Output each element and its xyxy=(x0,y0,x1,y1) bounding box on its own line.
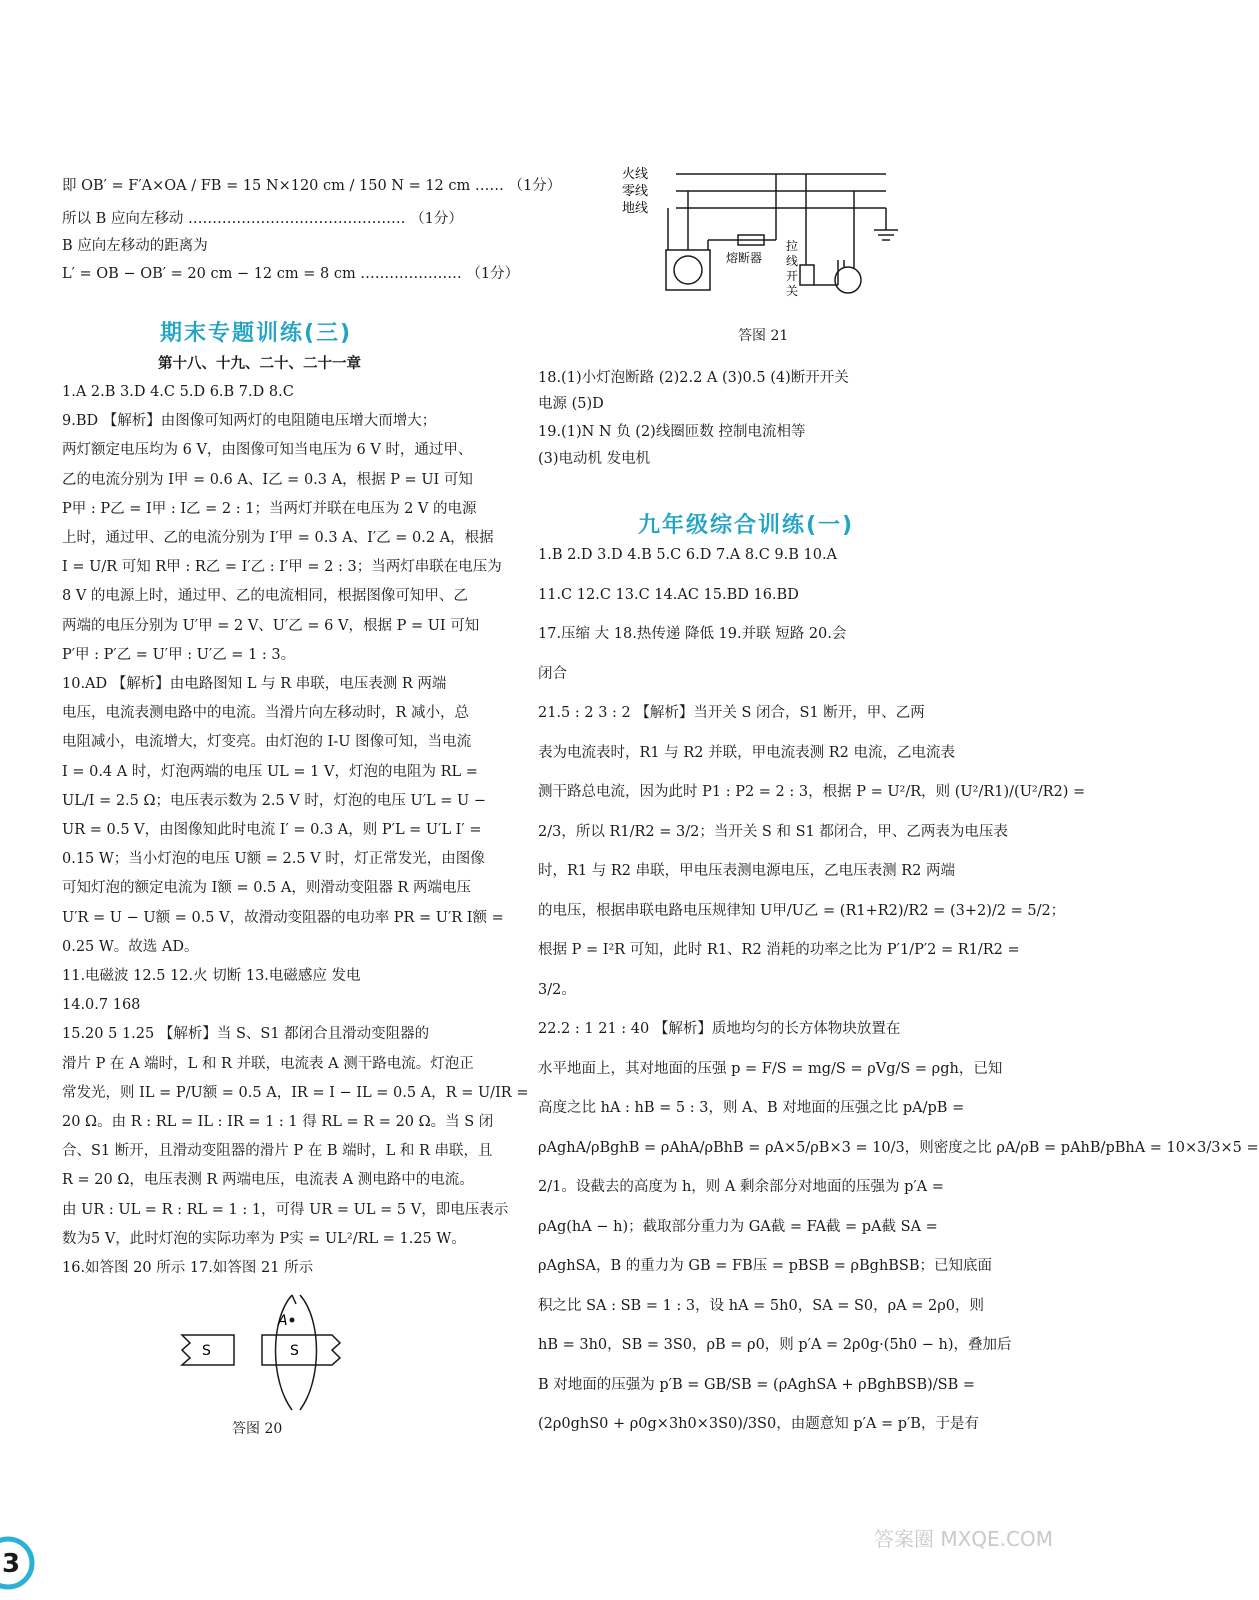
answer-line: 常发光，则 IL = P/U额 = 0.5 A，IR = I − IL = 0.5 A，R = U/IR = xyxy=(62,1084,529,1101)
answer-line: 10.AD 【解析】由电路图知 L 与 R 串联，电压表测 R 两端 xyxy=(62,676,447,692)
answer-line: 高度之比 hA : hB = 5 : 3，则 A、B 对地面的压强之比 pA/pB = xyxy=(538,1100,965,1116)
field-line xyxy=(300,1295,317,1410)
answer-line: 11.C 12.C 13.C 14.AC 15.BD 16.BD xyxy=(538,586,799,603)
answer-line: 21.5 : 2 3 : 2 【解析】当开关 S 闭合，S1 断开，甲、乙两 xyxy=(538,705,925,721)
answer-line: 22.2 : 1 21 : 40 【解析】质地均匀的长方体物块放置在 xyxy=(538,1021,901,1037)
section-title-2: 九年级综合训练(一) xyxy=(638,513,855,538)
answer-line: 11.电磁波 12.5 12.火 切断 13.电磁感应 发电 xyxy=(62,968,361,984)
right-magnet-outline xyxy=(262,1335,340,1365)
answer-line: 9.BD 【解析】由图像可知两灯的电阻随电压增大而增大； xyxy=(62,413,437,430)
answer-line: 合、S1 断开，且滑动变阻器的滑片 P 在 B 端时，L 和 R 串联，且 xyxy=(62,1143,493,1160)
answer-line: 电阻减小，电流增大，灯变亮。由灯泡的 I-U 图像可知，当电流 xyxy=(62,734,472,751)
answer-line: 由 UR : UL = R : RL = 1 : 1，可得 UR = UL = 5 V，即电压表示 xyxy=(62,1201,509,1218)
section-title: 期末专题训练(三) xyxy=(160,321,353,346)
answer-line: 积之比 SA : SB = 1 : 3，设 hA = 5h0，SA = S0，ρA = 2ρ0，则 xyxy=(538,1297,984,1314)
answer-line: 0.25 W。故选 AD。 xyxy=(62,938,199,955)
answer-line: 表为电流表时，R1 与 R2 并联，甲电流表测 R2 电流，乙电流表 xyxy=(538,744,955,761)
answer-line: 1.A 2.B 3.D 4.C 5.D 6.B 7.D 8.C xyxy=(62,384,294,400)
answer-line: 水平地面上，其对地面的压强 p = F/S = mg/S = ρVg/S = ρgh，已知 xyxy=(538,1060,1003,1077)
answer-line: 数为5 V，此时灯泡的实际功率为 P实 = UL²/RL = 1.25 W。 xyxy=(62,1230,466,1247)
answer-line: 2/1。设截去的高度为 h，则 A 剩余部分对地面的压强为 p′A = xyxy=(538,1179,944,1195)
answer-line: R = 20 Ω，电压表测 R 两端电压，电流表 A 测电路中的电流。 xyxy=(62,1172,474,1189)
page-number: 3 xyxy=(2,1549,21,1579)
label-ground: 地线 xyxy=(622,201,649,216)
answer-line: 14.0.7 168 xyxy=(62,997,141,1014)
answer-line: ρAghA/ρBghB = ρAhA/ρBhB = ρA×5/ρB×3 = 10/3，则密度之比 ρA/ρB = pAhB/pBhA = 10×3/3×5 = xyxy=(538,1139,1259,1156)
answer-line: 两端的电压分别为 U′甲 = 2 V、U′乙 = 6 V，根据 P = UI 可知 xyxy=(62,617,480,634)
answer-line: 20 Ω。由 R : RL = IL : IR = 1 : 1 得 RL = R = 20 Ω。当 S 闭 xyxy=(62,1114,494,1130)
label-a: A xyxy=(278,1313,288,1329)
answer-line: 3/2。 xyxy=(538,981,576,998)
answer-line: UL/I = 2.5 Ω；电压表示数为 2.5 V 时，灯泡的电压 U′L = U − xyxy=(62,792,486,809)
figure-21 xyxy=(616,160,926,320)
pull-switch xyxy=(800,265,814,285)
label-neutral: 零线 xyxy=(622,184,649,199)
answer-line: I = U/R 可知 R甲 : R乙 = I′乙 : I′甲 = 2 : 3；当两灯串联在电压为 xyxy=(62,559,502,576)
answer-line: 两灯额定电压均为 6 V，由图像可知当电压为 6 V 时，通过甲、 xyxy=(62,442,473,459)
answer-line: P甲 : P乙 = I甲 : I乙 = 2 : 1；当两灯并联在电压为 2 V 的电源 xyxy=(62,500,477,517)
lamp xyxy=(835,267,861,293)
answer-line: 18.(1)小灯泡断路 (2)2.2 A (3)0.5 (4)断开开关 xyxy=(538,370,849,386)
answer-line: hB = 3h0，SB = 3S0，ρB = ρ0，则 p′A = 2ρ0g·(5h0 − h)，叠加后 xyxy=(538,1337,1012,1353)
answer-line: B 对地面的压强为 p′B = GB/SB = (ρAghSA + ρBghBSB)/SB = xyxy=(538,1376,976,1393)
answer-line: 滑片 P 在 A 端时，L 和 R 并联，电流表 A 测干路电流。灯泡正 xyxy=(62,1055,474,1072)
answer-line: (3)电动机 发电机 xyxy=(538,451,651,467)
answer-line: 0.15 W；当小灯泡的电压 U额 = 2.5 V 时，灯正常发光，由图像 xyxy=(62,851,485,868)
answer-line: UR = 0.5 V，由图像知此时电流 I′ = 0.3 A，则 P′L = U′L I′ = xyxy=(62,822,482,838)
answer-line: 16.如答图 20 所示 17.如答图 21 所示 xyxy=(62,1260,314,1276)
point-a xyxy=(290,1318,295,1323)
answer-line: U′R = U − U额 = 0.5 V，故滑动变阻器的电功率 PR = U′R I额 = xyxy=(62,909,504,926)
label-live: 火线 xyxy=(622,167,649,182)
answer-line: ρAghSA，B 的重力为 GB = FB压 = pBSB = ρBghBSB；已知底面 xyxy=(538,1258,993,1274)
figure-20 xyxy=(172,1290,402,1440)
answer-line: 时，R1 与 R2 串联，甲电压表测电源电压，乙电压表测 R2 两端 xyxy=(538,863,955,879)
answer-line: 闭合 xyxy=(538,665,567,682)
label-fuse: 熔断器 xyxy=(726,251,763,265)
answer-line: 17.压缩 大 18.热传递 降低 19.并联 短路 20.会 xyxy=(538,626,847,642)
answer-line: 根据 P = I²R 可知，此时 R1、R2 消耗的功率之比为 P′1/P′2 = R1/R2 = xyxy=(538,942,1020,958)
answer-line: 电源 (5)D xyxy=(538,396,604,412)
label-s-right: S xyxy=(290,1343,299,1359)
answer-line: 可知灯泡的额定电流为 I额 = 0.5 A，则滑动变阻器 R 两端电压 xyxy=(62,880,471,897)
answer-line: ρAg(hA − h)；截取部分重力为 GA截 = FA截 = pA截 SA = xyxy=(538,1218,938,1235)
answer-line: 的电压，根据串联电路电压规律知 U甲/U乙 = (R1+R2)/R2 = (3+2)/2 = 5/2； xyxy=(538,902,1066,919)
answer-line: I = 0.4 A 时，灯泡两端的电压 UL = 1 V，灯泡的电阻为 RL = xyxy=(62,763,478,780)
answer-line: 8 V 的电源上时，通过甲、乙的电流相同，根据图像可知甲、乙 xyxy=(62,588,468,605)
solution-line: B 应向左移动的距离为 xyxy=(62,238,208,254)
answer-line: 15.20 5 1.25 【解析】当 S、S1 都闭合且滑动变阻器的 xyxy=(62,1026,430,1043)
label-switch: 拉线开关 xyxy=(786,239,799,298)
solution-line: 即 OB′ = F′A×OA / FB = 15 N×120 cm / 150 N = 12 cm …… （1分） xyxy=(62,178,562,194)
figure-21-caption: 答图 21 xyxy=(738,328,789,344)
answer-line: 测干路总电流，因为此时 P1 : P2 = 2 : 3，根据 P = U²/R，则 (U²/R1)/(U²/R2) = xyxy=(538,784,1086,800)
answer-line: 上时，通过甲、乙的电流分别为 I′甲 = 0.3 A、I′乙 = 0.2 A，根据 xyxy=(62,530,494,546)
answer-line: 2/3，所以 R1/R2 = 3/2；当开关 S 和 S1 都闭合，甲、乙两表为电压表 xyxy=(538,823,1008,840)
field-line xyxy=(292,1295,296,1304)
solution-line: 所以 B 应向左移动 ……………………………………… （1分） xyxy=(62,211,463,227)
answer-line: 1.B 2.D 3.D 4.B 5.C 6.D 7.A 8.C 9.B 10.A xyxy=(538,547,838,563)
answer-line: 电压，电流表测电路中的电流。当滑片向左移动时，R 减小，总 xyxy=(62,705,470,722)
answer-line: 乙的电流分别为 I甲 = 0.6 A、I乙 = 0.3 A，根据 P = UI 可知 xyxy=(62,471,473,488)
page-number-badge xyxy=(0,1535,36,1591)
solution-line: L′ = OB − OB′ = 20 cm − 12 cm = 8 cm ………………… （1分） xyxy=(62,266,520,282)
label-s-left: S xyxy=(202,1343,211,1359)
chapter-line: 第十八、十九、二十、二十一章 xyxy=(158,355,361,372)
answer-line: P′甲 : P′乙 = U′甲 : U′乙 = 1 : 3。 xyxy=(62,646,296,663)
figure-20-caption: 答图 20 xyxy=(232,1421,283,1437)
answer-line: (2ρ0ghS0 + ρ0g×3h0×3S0)/3S0，由题意知 p′A = p′B，于是有 xyxy=(538,1416,979,1432)
watermark: 答案圈 MXQE.COM xyxy=(873,1527,1053,1551)
answer-line: 19.(1)N N 负 (2)线圈匝数 控制电流相等 xyxy=(538,424,806,440)
